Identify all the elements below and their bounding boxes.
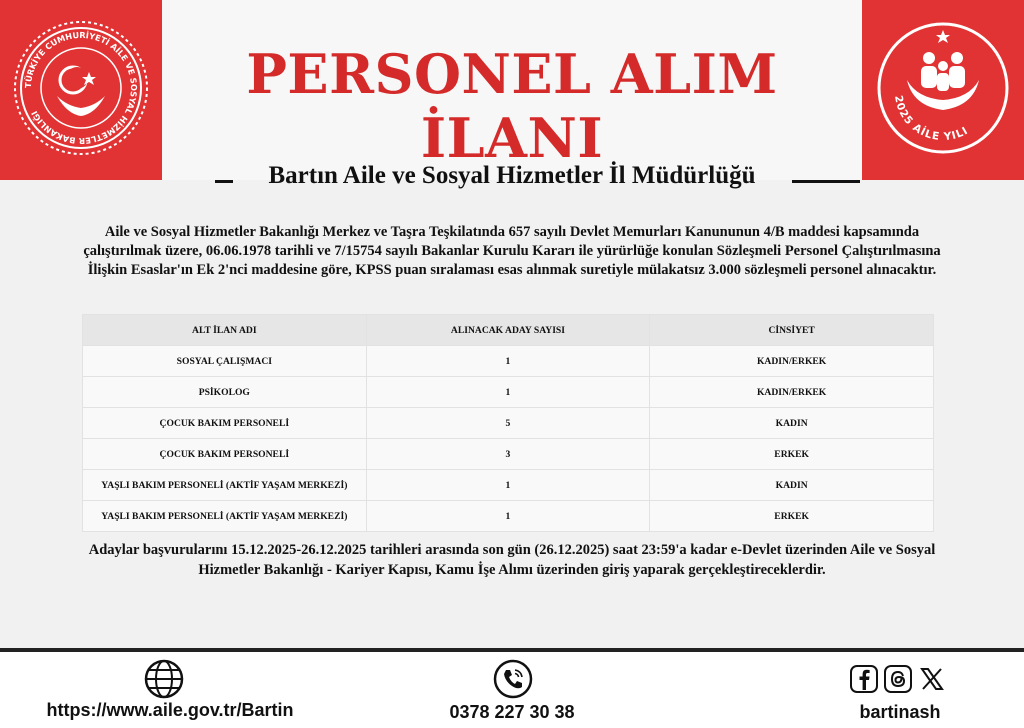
subtitle-rule-right [792, 180, 860, 183]
emblem-text: 2025 AİLE YILI [892, 94, 971, 144]
x-icon[interactable] [917, 664, 947, 694]
column-header: ALT İLAN ADI [83, 315, 367, 346]
column-header: ALINACAK ADAY SAYISI [366, 315, 650, 346]
gender: KADIN/ERKEK [650, 346, 934, 377]
table-row [83, 439, 934, 470]
table-row [83, 408, 934, 439]
gender: KADIN/ERKEK [650, 377, 934, 408]
gender: ERKEK [650, 501, 934, 532]
positions-table [82, 314, 934, 532]
gender: KADIN [650, 408, 934, 439]
position-name: YAŞLI BAKIM PERSONELİ (AKTİF YAŞAM MERKEZİ) [83, 501, 367, 532]
candidate-count: 1 [366, 501, 650, 532]
candidate-count: 1 [366, 470, 650, 501]
candidate-count: 1 [366, 377, 650, 408]
table-row [83, 346, 934, 377]
globe-icon [143, 658, 185, 700]
phone-icon [492, 658, 534, 700]
facebook-icon[interactable] [849, 664, 879, 694]
table-header-row [83, 315, 934, 346]
table-row [83, 501, 934, 532]
social-handle: bartinash [859, 702, 941, 722]
footer [0, 648, 1024, 728]
candidate-count: 3 [366, 439, 650, 470]
position-name: ÇOCUK BAKIM PERSONELİ [83, 439, 367, 470]
page-title: PERSONEL ALIM İLANI [246, 42, 778, 170]
position-name: YAŞLI BAKIM PERSONELİ (AKTİF YAŞAM MERKEZİ) [83, 470, 367, 501]
gender: ERKEK [650, 439, 934, 470]
application-text: Adaylar başvurularını 15.12.2025-26.12.2025 tarihleri arasında son gün (26.12.2025) saat 23:59'a kadar e-Devlet üzerinden Aile ve Sosyal Hizmetler Bakanlığı - Kariyer Kapısı, Kamu İşe Alımı üzerinden giriş yaparak gerçekleştireceklerdir. [88, 542, 936, 578]
phone-number: 0378 227 30 38 [449, 702, 575, 722]
column-header: CİNSİYET [650, 315, 934, 346]
subtitle: Bartın Aile ve Sosyal Hizmetler İl Müdürlüğü [268, 162, 756, 189]
table-row [83, 470, 934, 501]
family-year-emblem-icon [873, 18, 1013, 158]
svg-text:TÜRKİYE CUMHURİYETİ AİLE VE SO: TÜRKİYE CUMHURİYETİ AİLE VE SOSYAL HİZMETLER BAKANLIĞI [22, 29, 140, 147]
gender: KADIN [650, 470, 934, 501]
candidate-count: 1 [366, 346, 650, 377]
position-name: SOSYAL ÇALIŞMACI [83, 346, 367, 377]
position-name: ÇOCUK BAKIM PERSONELİ [83, 408, 367, 439]
intro-text: Aile ve Sosyal Hizmetler Bakanlığı Merkez ve Taşra Teşkilatında 657 sayılı Devlet Memurları Kanununun 4/B maddesi kapsamında çalıştırılmak üzere, 06.06.1978 tarihli ve 7/15754 sayılı Bakanlar Kurulu Kararı ile yürürlüğe konulan Sözleşmeli Personel Çalıştırılmasına İlişkin Esaslar'ın Ek 2'nci maddesine göre, KPSS puan sıralaması esas alınmak suretiyle mülakatsız 3.000 sözleşmeli personel alınacaktır. [83, 224, 941, 278]
ministry-seal-icon [11, 18, 151, 158]
threads-icon[interactable] [883, 664, 913, 694]
table-row [83, 377, 934, 408]
position-name: PSİKOLOG [83, 377, 367, 408]
website-link[interactable]: https://www.aile.gov.tr/Bartin [46, 700, 294, 720]
candidate-count: 5 [366, 408, 650, 439]
